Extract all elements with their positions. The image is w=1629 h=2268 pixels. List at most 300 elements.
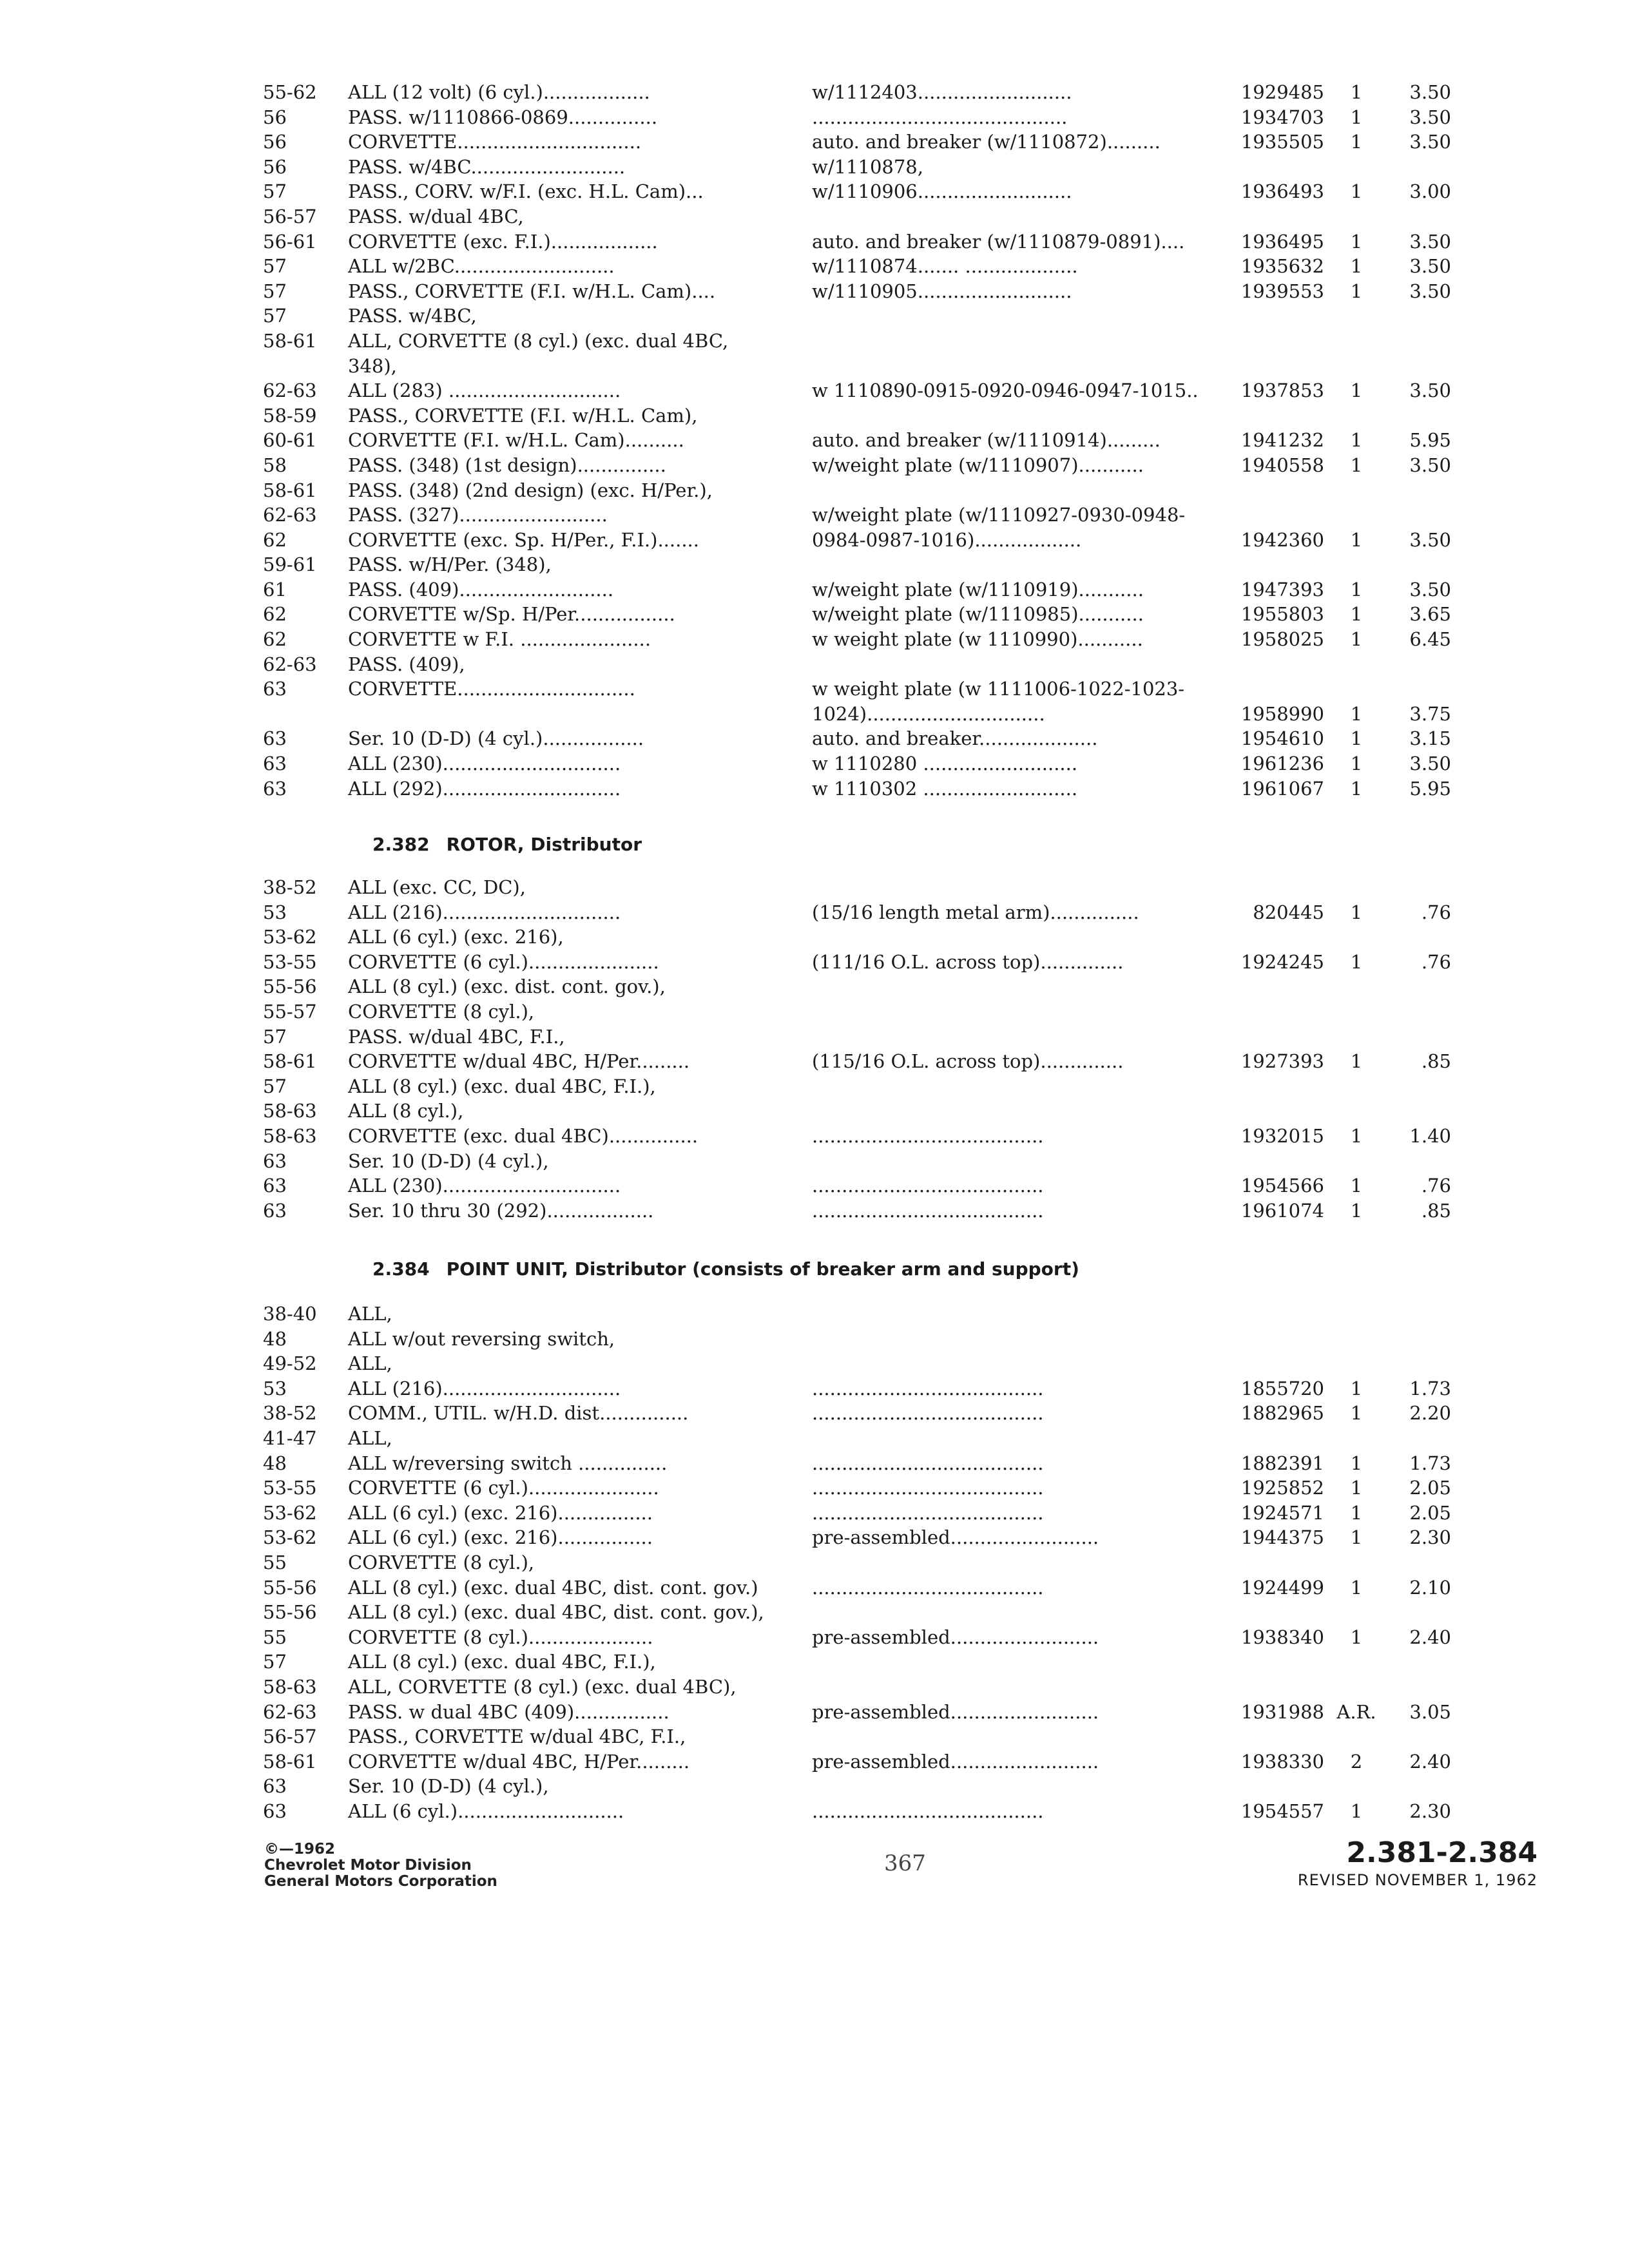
model-application: ALL (292).............................. bbox=[348, 777, 621, 800]
model-application: PASS. w/dual 4BC, F.I., bbox=[348, 1025, 565, 1048]
quantity: 1 bbox=[1350, 1124, 1363, 1147]
part-description: ........................................... bbox=[812, 106, 1068, 128]
list-price: 3.50 bbox=[1409, 753, 1451, 775]
model-application: CORVETTE w/dual 4BC, H/Per......... bbox=[348, 1750, 690, 1773]
quantity: 1 bbox=[1350, 1452, 1363, 1474]
catalog-row bbox=[0, 602, 1629, 627]
model-application: CORVETTE (exc. F.I.).................. bbox=[348, 230, 658, 253]
catalog-row bbox=[0, 726, 1629, 751]
quantity: 1 bbox=[1350, 1526, 1363, 1549]
model-year: 56-57 bbox=[263, 205, 317, 227]
model-application: ALL (8 cyl.) (exc. dual 4BC, F.I.), bbox=[348, 1651, 656, 1673]
catalog-row bbox=[0, 130, 1629, 155]
quantity: 1 bbox=[1350, 1199, 1363, 1222]
catalog-row bbox=[0, 428, 1629, 453]
list-price: 3.50 bbox=[1409, 255, 1451, 278]
catalog-row bbox=[0, 1149, 1629, 1174]
catalog-row bbox=[0, 229, 1629, 255]
model-application: ALL (8 cyl.) (exc. dist. cont. gov.), bbox=[348, 975, 666, 998]
quantity: 1 bbox=[1350, 81, 1363, 103]
list-price: 2.40 bbox=[1409, 1750, 1451, 1773]
part-description: (115/16 O.L. across top).............. bbox=[812, 1050, 1124, 1073]
part-description: w/1110878, bbox=[812, 155, 923, 178]
model-year: 59-61 bbox=[263, 553, 317, 576]
model-application: PASS. (327)......................... bbox=[348, 504, 608, 526]
part-number: 1939553 bbox=[1240, 280, 1324, 302]
model-application: CORVETTE w/dual 4BC, H/Per......... bbox=[348, 1050, 690, 1073]
model-application: PASS. (348) (2nd design) (exc. H/Per.), bbox=[348, 479, 713, 501]
part-number: 1958025 bbox=[1240, 628, 1324, 651]
part-description: (15/16 length metal arm)............... bbox=[812, 901, 1139, 923]
model-year: 53-62 bbox=[263, 1501, 317, 1524]
section-rotor bbox=[0, 875, 1629, 1223]
catalog-row bbox=[0, 900, 1629, 925]
model-application: PASS. (409), bbox=[348, 653, 465, 675]
catalog-row bbox=[0, 1799, 1629, 1824]
model-year: 53-55 bbox=[263, 950, 317, 973]
section-title: POINT UNIT, Distributor (consists of breaker arm and support) bbox=[446, 1258, 1079, 1280]
model-year: 62 bbox=[263, 603, 287, 626]
list-price: 5.95 bbox=[1409, 777, 1451, 800]
model-application: PASS. w dual 4BC (409)................ bbox=[348, 1700, 670, 1723]
part-description: pre-assembled......................... bbox=[812, 1700, 1099, 1723]
model-year: 57 bbox=[263, 305, 287, 327]
model-year: 41-47 bbox=[263, 1427, 317, 1449]
catalog-row bbox=[0, 702, 1629, 727]
list-price: 2.30 bbox=[1409, 1526, 1451, 1549]
part-number: 1961236 bbox=[1240, 753, 1324, 775]
quantity: A.R. bbox=[1336, 1700, 1376, 1723]
catalog-row bbox=[0, 925, 1629, 950]
model-year: 63 bbox=[263, 1175, 287, 1197]
model-year: 63 bbox=[263, 753, 287, 775]
part-description: ....................................... bbox=[812, 1452, 1044, 1474]
list-price: 3.05 bbox=[1409, 1700, 1451, 1723]
section-title: ROTOR, Distributor bbox=[446, 834, 642, 855]
model-year: 55-57 bbox=[263, 1000, 317, 1023]
catalog-row bbox=[0, 1451, 1629, 1476]
part-description: ....................................... bbox=[812, 1377, 1044, 1399]
part-number: 1935505 bbox=[1240, 131, 1324, 153]
catalog-row bbox=[0, 1327, 1629, 1352]
model-year: 57 bbox=[263, 280, 287, 302]
model-application: ALL (exc. CC, DC), bbox=[348, 876, 526, 898]
catalog-row bbox=[0, 1198, 1629, 1224]
part-number: 1958990 bbox=[1240, 702, 1324, 725]
catalog-row bbox=[0, 1724, 1629, 1749]
model-year: 58-61 bbox=[263, 1050, 317, 1073]
quantity: 2 bbox=[1350, 1750, 1363, 1773]
model-year: 60-61 bbox=[263, 429, 317, 452]
catalog-row bbox=[0, 478, 1629, 503]
list-price: .85 bbox=[1421, 1199, 1451, 1222]
quantity: 1 bbox=[1350, 603, 1363, 626]
section-number: 2.382 bbox=[372, 834, 430, 855]
catalog-row bbox=[0, 378, 1629, 403]
quantity: 1 bbox=[1350, 702, 1363, 725]
catalog-row bbox=[0, 1675, 1629, 1700]
part-description: ....................................... bbox=[812, 1175, 1044, 1197]
quantity: 1 bbox=[1350, 454, 1363, 476]
model-application: Ser. 10 thru 30 (292).................. bbox=[348, 1199, 654, 1222]
model-year: 53-62 bbox=[263, 926, 317, 948]
model-year: 57 bbox=[263, 1075, 287, 1097]
model-application: ALL (230).............................. bbox=[348, 1175, 621, 1197]
model-year: 63 bbox=[263, 1775, 287, 1798]
catalog-row bbox=[0, 1774, 1629, 1799]
model-year: 63 bbox=[263, 777, 287, 800]
catalog-row bbox=[0, 1501, 1629, 1526]
part-number: 1942360 bbox=[1240, 528, 1324, 551]
footer-publisher bbox=[264, 1841, 497, 1890]
catalog-row bbox=[0, 1099, 1629, 1124]
catalog-row bbox=[0, 528, 1629, 553]
part-number: 1944375 bbox=[1240, 1526, 1324, 1549]
list-price: 1.73 bbox=[1409, 1452, 1451, 1474]
part-number: 1927393 bbox=[1240, 1050, 1324, 1073]
part-number: 1932015 bbox=[1240, 1124, 1324, 1147]
catalog-row bbox=[0, 677, 1629, 702]
list-price: .76 bbox=[1421, 950, 1451, 973]
quantity: 1 bbox=[1350, 950, 1363, 973]
part-description: ....................................... bbox=[812, 1501, 1044, 1524]
catalog-row bbox=[0, 1749, 1629, 1774]
model-year: 38-40 bbox=[263, 1303, 317, 1325]
model-application: ALL w/reversing switch ............... bbox=[348, 1452, 668, 1474]
quantity: 1 bbox=[1350, 280, 1363, 302]
part-description: auto. and breaker.................... bbox=[812, 727, 1098, 750]
catalog-row bbox=[0, 999, 1629, 1024]
list-price: 2.30 bbox=[1409, 1800, 1451, 1822]
catalog-row bbox=[0, 1074, 1629, 1099]
quantity: 1 bbox=[1350, 180, 1363, 203]
catalog-row bbox=[0, 1649, 1629, 1675]
part-description: 1024).............................. bbox=[812, 702, 1045, 725]
list-price: 3.75 bbox=[1409, 702, 1451, 725]
catalog-row bbox=[0, 974, 1629, 999]
catalog-row bbox=[0, 1351, 1629, 1376]
model-application: ALL (216).............................. bbox=[348, 901, 621, 923]
model-year: 53 bbox=[263, 901, 287, 923]
model-year: 55-56 bbox=[263, 1601, 317, 1624]
part-number: 1924499 bbox=[1240, 1576, 1324, 1599]
model-year: 63 bbox=[263, 1800, 287, 1822]
model-application: PASS. (409).......................... bbox=[348, 578, 614, 601]
part-number: 820445 bbox=[1253, 901, 1324, 923]
catalog-row bbox=[0, 254, 1629, 279]
part-number: 1941232 bbox=[1240, 429, 1324, 452]
list-price: 3.50 bbox=[1409, 380, 1451, 402]
list-price: 2.05 bbox=[1409, 1501, 1451, 1524]
catalog-row bbox=[0, 80, 1629, 105]
part-description: w 1110280 .......................... bbox=[812, 753, 1078, 775]
part-description: pre-assembled......................... bbox=[812, 1750, 1099, 1773]
part-description: 0984-0987-1016).................. bbox=[812, 528, 1082, 551]
model-year: 55-56 bbox=[263, 975, 317, 998]
quantity: 1 bbox=[1350, 1175, 1363, 1197]
model-application: COMM., UTIL. w/H.D. dist............... bbox=[348, 1402, 689, 1425]
model-application: PASS., CORVETTE w/dual 4BC, F.I., bbox=[348, 1725, 686, 1748]
part-description: w/weight plate (w/1110927-0930-0948- bbox=[812, 504, 1186, 526]
model-year: 38-52 bbox=[263, 1402, 317, 1425]
model-year: 63 bbox=[263, 727, 287, 750]
quantity: 1 bbox=[1350, 727, 1363, 750]
model-year: 58-61 bbox=[263, 479, 317, 501]
list-price: 5.95 bbox=[1409, 429, 1451, 452]
model-application: ALL (230).............................. bbox=[348, 753, 621, 775]
part-number: 1961074 bbox=[1240, 1199, 1324, 1222]
part-number: 1954566 bbox=[1240, 1175, 1324, 1197]
corporation-line: General Motors Corporation bbox=[264, 1873, 497, 1890]
catalog-row bbox=[0, 1575, 1629, 1600]
model-year: 55-62 bbox=[263, 81, 317, 103]
quantity: 1 bbox=[1350, 628, 1363, 651]
part-number: 1938330 bbox=[1240, 1750, 1324, 1773]
quantity: 1 bbox=[1350, 1477, 1363, 1499]
part-number: 1940558 bbox=[1240, 454, 1324, 476]
model-year: 58-63 bbox=[263, 1100, 317, 1122]
model-application: CORVETTE (8 cyl.), bbox=[348, 1000, 535, 1023]
model-year: 58-59 bbox=[263, 404, 317, 427]
model-year: 49-52 bbox=[263, 1352, 317, 1375]
part-description: (111/16 O.L. across top).............. bbox=[812, 950, 1124, 973]
catalog-row bbox=[0, 1700, 1629, 1725]
quantity: 1 bbox=[1350, 777, 1363, 800]
part-description: ....................................... bbox=[812, 1477, 1044, 1499]
model-application: CORVETTE.............................. bbox=[348, 678, 635, 700]
part-number: 1937853 bbox=[1240, 380, 1324, 402]
part-description: auto. and breaker (w/1110872)......... bbox=[812, 131, 1161, 153]
catalog-row bbox=[0, 1302, 1629, 1327]
catalog-row bbox=[0, 751, 1629, 776]
model-year: 53-55 bbox=[263, 1477, 317, 1499]
part-description: w/1110905.......................... bbox=[812, 280, 1072, 302]
model-application: ALL (8 cyl.) (exc. dual 4BC, dist. cont. gov.), bbox=[348, 1601, 764, 1624]
model-year: 58-63 bbox=[263, 1675, 317, 1698]
model-application: CORVETTE (exc. dual 4BC)............... bbox=[348, 1124, 699, 1147]
part-number: 1882391 bbox=[1240, 1452, 1324, 1474]
quantity: 1 bbox=[1350, 1501, 1363, 1524]
list-price: 2.40 bbox=[1409, 1626, 1451, 1648]
model-application: ALL, bbox=[348, 1303, 392, 1325]
model-year: 57 bbox=[263, 180, 287, 203]
part-number: 1938340 bbox=[1240, 1626, 1324, 1648]
model-year: 62 bbox=[263, 528, 287, 551]
catalog-row bbox=[0, 204, 1629, 229]
copyright-line: ©—1962 bbox=[264, 1841, 336, 1858]
catalog-row bbox=[0, 453, 1629, 478]
catalog-row bbox=[0, 279, 1629, 304]
part-description: w/weight plate (w/1110985)........... bbox=[812, 603, 1144, 626]
model-application: CORVETTE (8 cyl.)..................... bbox=[348, 1626, 653, 1648]
section-distributor-cam bbox=[0, 80, 1629, 801]
list-price: 2.20 bbox=[1409, 1402, 1451, 1425]
model-application: PASS. w/1110866-0869............... bbox=[348, 106, 658, 128]
catalog-row bbox=[0, 1625, 1629, 1650]
model-year: 62-63 bbox=[263, 380, 317, 402]
catalog-row bbox=[0, 1173, 1629, 1198]
part-number: 1954557 bbox=[1240, 1800, 1324, 1822]
catalog-row bbox=[0, 1426, 1629, 1451]
model-year: 53 bbox=[263, 1377, 287, 1399]
catalog-row bbox=[0, 1550, 1629, 1575]
part-description: auto. and breaker (w/1110879-0891).... bbox=[812, 230, 1185, 253]
list-price: 2.10 bbox=[1409, 1576, 1451, 1599]
part-description: ....................................... bbox=[812, 1124, 1044, 1147]
list-price: 3.15 bbox=[1409, 727, 1451, 750]
section-code: 2.381-2.384 bbox=[1346, 1836, 1537, 1869]
part-number: 1955803 bbox=[1240, 603, 1324, 626]
model-application: CORVETTE............................... bbox=[348, 131, 642, 153]
catalog-row bbox=[0, 105, 1629, 130]
part-number: 1882965 bbox=[1240, 1402, 1324, 1425]
part-number: 1924245 bbox=[1240, 950, 1324, 973]
list-price: 6.45 bbox=[1409, 628, 1451, 651]
page-number: 367 bbox=[884, 1850, 926, 1876]
quantity: 1 bbox=[1350, 1050, 1363, 1073]
quantity: 1 bbox=[1350, 901, 1363, 923]
model-application: ALL (8 cyl.), bbox=[348, 1100, 464, 1122]
model-application: CORVETTE w/Sp. H/Per................. bbox=[348, 603, 675, 626]
part-description: pre-assembled......................... bbox=[812, 1526, 1099, 1549]
list-price: 3.50 bbox=[1409, 528, 1451, 551]
quantity: 1 bbox=[1350, 1402, 1363, 1425]
model-application: ALL, CORVETTE (8 cyl.) (exc. dual 4BC), bbox=[348, 1675, 737, 1698]
section-point-unit bbox=[0, 1302, 1629, 1823]
model-year: 62-63 bbox=[263, 504, 317, 526]
list-price: 3.50 bbox=[1409, 578, 1451, 601]
list-price: 3.50 bbox=[1409, 81, 1451, 103]
part-number: 1934703 bbox=[1240, 106, 1324, 128]
list-price: 3.50 bbox=[1409, 131, 1451, 153]
model-application: ALL (6 cyl.) (exc. 216)................ bbox=[348, 1501, 653, 1524]
model-year: 62-63 bbox=[263, 1700, 317, 1723]
model-application: CORVETTE (exc. Sp. H/Per., F.I.)....... bbox=[348, 528, 699, 551]
model-application: PASS. w/4BC.......................... bbox=[348, 155, 626, 178]
quantity: 1 bbox=[1350, 578, 1363, 601]
list-price: 3.50 bbox=[1409, 280, 1451, 302]
model-year: 57 bbox=[263, 1651, 287, 1673]
catalog-row bbox=[0, 329, 1629, 354]
quantity: 1 bbox=[1350, 1576, 1363, 1599]
model-year: 63 bbox=[263, 678, 287, 700]
model-application: PASS. w/4BC, bbox=[348, 305, 477, 327]
part-description: w 1110890-0915-0920-0946-0947-1015.. bbox=[812, 380, 1199, 402]
part-description: w/1112403.......................... bbox=[812, 81, 1072, 103]
list-price: 1.40 bbox=[1409, 1124, 1451, 1147]
part-description: w/1110874....... ................... bbox=[812, 255, 1078, 278]
quantity: 1 bbox=[1350, 528, 1363, 551]
part-description: w 1110302 .......................... bbox=[812, 777, 1078, 800]
quantity: 1 bbox=[1350, 230, 1363, 253]
catalog-row bbox=[0, 1124, 1629, 1149]
list-price: 3.65 bbox=[1409, 603, 1451, 626]
model-application: CORVETTE w F.I. ...................... bbox=[348, 628, 651, 651]
section-number: 2.384 bbox=[372, 1258, 430, 1280]
catalog-row bbox=[0, 1376, 1629, 1401]
quantity: 1 bbox=[1350, 1800, 1363, 1822]
part-number: 1929485 bbox=[1240, 81, 1324, 103]
model-year: 53-62 bbox=[263, 1526, 317, 1549]
model-year: 63 bbox=[263, 1149, 287, 1172]
catalog-row bbox=[0, 303, 1629, 329]
model-year: 55 bbox=[263, 1551, 287, 1573]
part-description: ....................................... bbox=[812, 1576, 1044, 1599]
model-application: ALL, bbox=[348, 1427, 392, 1449]
quantity: 1 bbox=[1350, 753, 1363, 775]
part-description: w/weight plate (w/1110907)........... bbox=[812, 454, 1144, 476]
model-year: 56 bbox=[263, 131, 287, 153]
list-price: 2.05 bbox=[1409, 1477, 1451, 1499]
model-application: PASS. w/dual 4BC, bbox=[348, 205, 524, 227]
part-number: 1936495 bbox=[1240, 230, 1324, 253]
model-application: CORVETTE (6 cyl.)...................... bbox=[348, 1477, 659, 1499]
catalog-row bbox=[0, 1475, 1629, 1501]
quantity: 1 bbox=[1350, 106, 1363, 128]
catalog-row bbox=[0, 1525, 1629, 1550]
model-application: Ser. 10 (D-D) (4 cyl.), bbox=[348, 1775, 549, 1798]
part-description: ....................................... bbox=[812, 1199, 1044, 1222]
model-year: 56-61 bbox=[263, 230, 317, 253]
model-application: CORVETTE (F.I. w/H.L. Cam).......... bbox=[348, 429, 684, 452]
revision-date: REVISED NOVEMBER 1, 1962 bbox=[1297, 1871, 1537, 1889]
model-year: 56 bbox=[263, 155, 287, 178]
model-application: ALL (216).............................. bbox=[348, 1377, 621, 1399]
catalog-row bbox=[0, 354, 1629, 379]
model-application: ALL (8 cyl.) (exc. dual 4BC, dist. cont. gov.) bbox=[348, 1576, 758, 1599]
catalog-row bbox=[0, 577, 1629, 602]
list-price: 3.00 bbox=[1409, 180, 1451, 203]
part-number: 1935632 bbox=[1240, 255, 1324, 278]
model-year: 48 bbox=[263, 1327, 287, 1350]
model-year: 56-57 bbox=[263, 1725, 317, 1748]
model-application: ALL, CORVETTE (8 cyl.) (exc. dual 4BC, bbox=[348, 329, 729, 352]
part-number: 1931988 bbox=[1240, 1700, 1324, 1723]
list-price: 3.50 bbox=[1409, 454, 1451, 476]
catalog-row bbox=[0, 776, 1629, 802]
part-description: ....................................... bbox=[812, 1402, 1044, 1425]
model-application: ALL (283) ............................. bbox=[348, 380, 621, 402]
section-heading-rotor bbox=[372, 834, 642, 855]
catalog-row bbox=[0, 503, 1629, 528]
part-description: pre-assembled......................... bbox=[812, 1626, 1099, 1648]
model-application: ALL (8 cyl.) (exc. dual 4BC, F.I.), bbox=[348, 1075, 656, 1097]
list-price: .76 bbox=[1421, 1175, 1451, 1197]
model-year: 61 bbox=[263, 578, 287, 601]
section-heading-point-unit bbox=[372, 1258, 1079, 1280]
list-price: 3.50 bbox=[1409, 230, 1451, 253]
model-application: ALL (6 cyl.) (exc. 216), bbox=[348, 926, 564, 948]
part-description: ....................................... bbox=[812, 1800, 1044, 1822]
catalog-row bbox=[0, 179, 1629, 204]
part-number: 1855720 bbox=[1240, 1377, 1324, 1399]
list-price: .85 bbox=[1421, 1050, 1451, 1073]
model-year: 58-63 bbox=[263, 1124, 317, 1147]
model-application: ALL w/out reversing switch, bbox=[348, 1327, 615, 1350]
part-description: auto. and breaker (w/1110914)......... bbox=[812, 429, 1161, 452]
list-price: .76 bbox=[1421, 901, 1451, 923]
part-description: w/weight plate (w/1110919)........... bbox=[812, 578, 1144, 601]
model-application: PASS. w/H/Per. (348), bbox=[348, 553, 552, 576]
catalog-row bbox=[0, 1600, 1629, 1625]
quantity: 1 bbox=[1350, 429, 1363, 452]
model-application: ALL, bbox=[348, 1352, 392, 1375]
model-year: 55-56 bbox=[263, 1576, 317, 1599]
part-description: w/1110906.......................... bbox=[812, 180, 1072, 203]
part-number: 1947393 bbox=[1240, 578, 1324, 601]
part-number: 1961067 bbox=[1240, 777, 1324, 800]
publisher-line: Chevrolet Motor Division bbox=[264, 1857, 472, 1874]
